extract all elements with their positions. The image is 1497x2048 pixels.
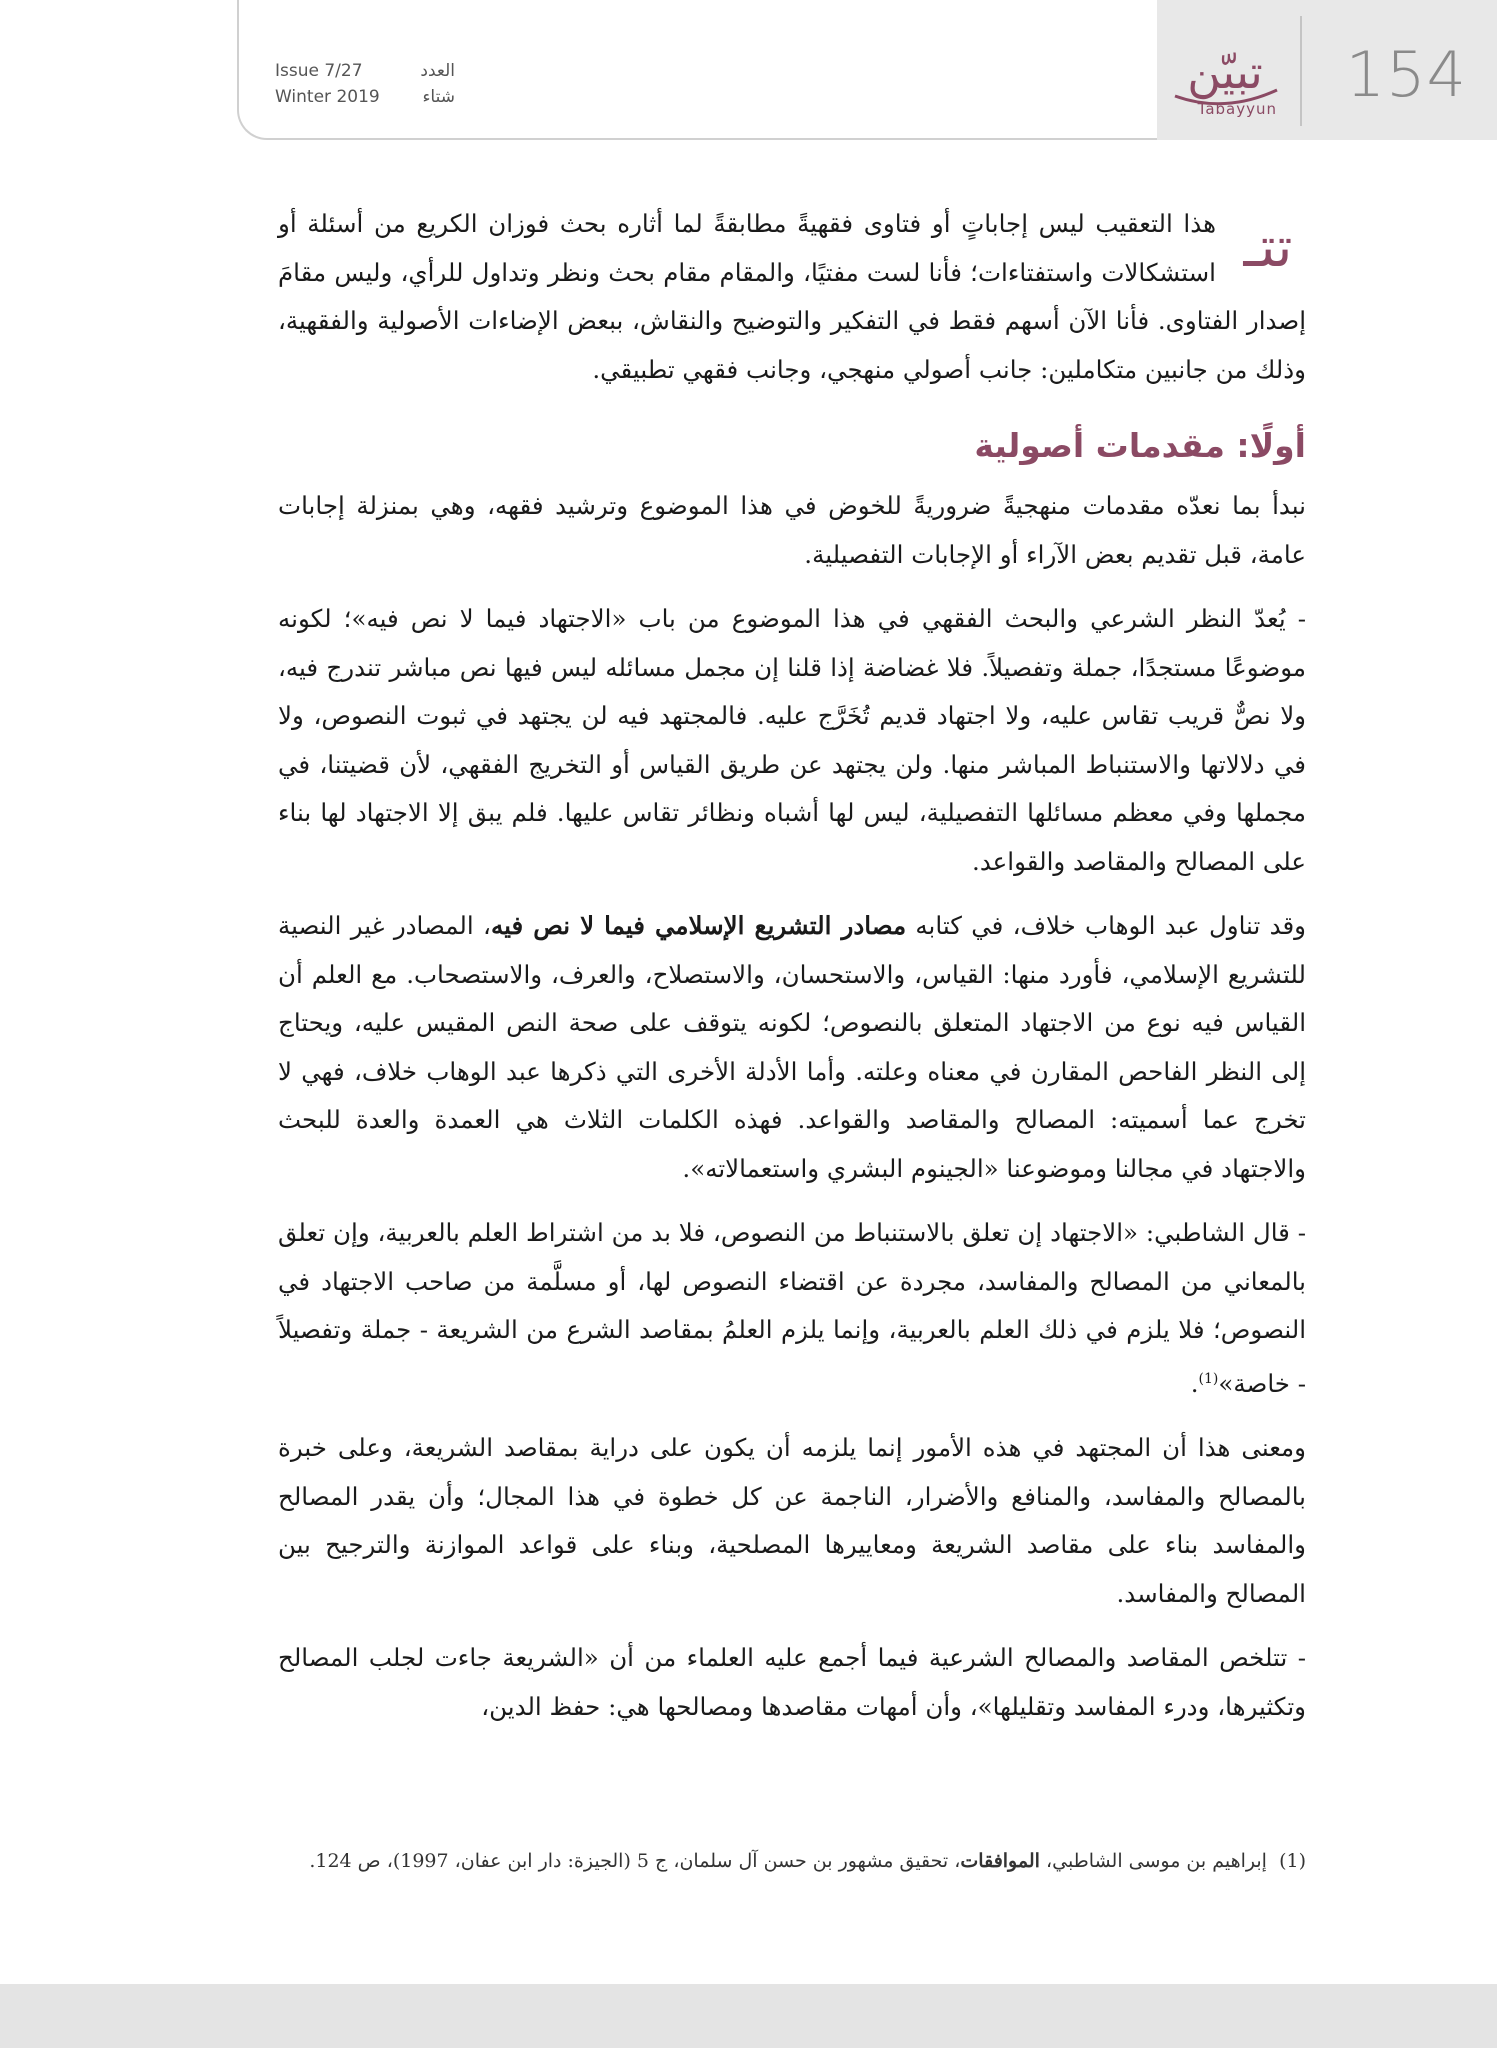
paragraph-3-start: وقد تناول عبد الوهاب خلاف، في كتابه [906, 911, 1306, 940]
issue-label-ar: العدد [420, 61, 455, 81]
footnote-text-start: إبراهيم بن موسى الشاطبي، [1039, 1850, 1267, 1872]
paragraph-2: - يُعدّ النظر الشرعي والبحث الفقهي في هذا الموضوع من باب «الاجتهاد فيما لا نص فيه»؛ لكونه موضوعًا مستجدًا، جملة وتفصيلاً. فلا غضاضة إذا قلنا إن مجمل مسائله ليس فيها نص مباشر تندرج فيه، ولا نصٌّ قريب تقاس عليه، ولا اجتهاد قديم تُخَرَّج عليه. فالمجتهد فيه لن يجتهد في ثبوت النصوص، ولا في دلالاتها والاستنباط المباشر منها. ولن يجتهد عن طريق القياس أو التخريج الفقهي، لأن قضيتنا، في مجملها وفي معظم مسائلها التفصيلية، ليس لها أشباه ونظائر تقاس عليها. فلم يبق إلا الاجتهاد لها بناء على المصالح والمقاصد والقواعد. [278, 604, 1306, 876]
page-number: 154 [1345, 38, 1467, 111]
paragraph-4-period: . [1190, 1368, 1199, 1398]
footnote [278, 1846, 1306, 1876]
intro-text: هذا التعقيب ليس إجاباتٍ أو فتاوى فقهيةً مطابقةً لما أثاره بحث فوزان الكريع من أسئلة أو استشكالات واستفتاءات؛ فأنا لست مفتيًا، والمقام مقام بحث ونظر وتداول للرأي، وليس مقامَ إصدار الفتاوى. فأنا الآن أسهم فقط في التفكير والتوضيح والنقاش، ببعض الإضاءات الأصولية والفقهية، وذلك من جانبين متكاملين: جانب أصولي منهجي، وجانب فقهي تطبيقي. [278, 209, 1306, 384]
season-ar: شتاء [422, 87, 455, 107]
issue-info [275, 58, 455, 110]
paragraph-3 [278, 902, 1306, 1193]
paragraph-6: - تتلخص المقاصد والمصالح الشرعية فيما أجمع عليه العلماء من أن «الشريعة جاءت لجلب المصالح وتكثيرها، ودرء المفاسد وتقليلها»، وأن أمهات مقاصدها ومصالحها هي: حفظ الدين، [278, 1643, 1306, 1721]
logo-arabic-text: تبيّن [1187, 45, 1263, 99]
paragraph-5: ومعنى هذا أن المجتهد في هذه الأمور إنما يلزمه أن يكون على دراية بمقاصد الشريعة، وعلى خبرة بالمصالح والمفاسد، والمنافع والأضرار، الناجمة عن كل خطوة في هذا المجال؛ وأن يقدر المصالح والمفاسد بناء على مقاصد الشريعة ومعاييرها المصلحية، وبناء على قواعد الموازنة والترجيح بين المصالح والمفاسد. [278, 1433, 1306, 1608]
footnote-number: (1) [1279, 1850, 1306, 1872]
section-heading: أولًا: مقدمات أصولية [974, 426, 1306, 465]
intro-paragraph [278, 200, 1306, 394]
season-en: Winter 2019 [275, 87, 380, 107]
paragraph-1: نبدأ بما نعدّه مقدمات منهجيةً ضروريةً للخوض في هذا الموضوع وترشيد فقهه، وهي بمنزلة إجابات عامة، قبل تقديم بعض الآراء أو الإجابات التفصيلية. [278, 491, 1306, 569]
issue-label-en: Issue 7/27 [275, 61, 363, 81]
footnote-book-title: الموافقات [960, 1850, 1040, 1872]
paragraph-3-end: ، المصادر غير النصية للتشريع الإسلامي، فأورد منها: القياس، والاستحسان، والاستصلاح، والعرف، والاستصحاب. مع العلم أن القياس فيه نوع من الاجتهاد المتعلق بالنصوص؛ لكونه يتوقف على صحة النص المقيس عليه، ويحتاج إلى النظر الفاحص المقارن في معناه وعلته. وأما الأدلة الأخرى التي ذكرها عبد الوهاب خلاف، فهي لا تخرج عما أسميته: المصالح والمقاصد والقواعد. فهذه الكلمات الثلاث هي العمدة والعدة للبحث والاجتهاد في مجالنا وموضوعنا «الجينوم البشري واستعمالاته». [278, 911, 1306, 1183]
dropcap-letter: تتـ [1243, 215, 1293, 280]
book-title: مصادر التشريع الإسلامي فيما لا نص فيه [490, 911, 907, 940]
footnote-text-end: ، تحقيق مشهور بن حسن آل سلمان، ج 5 (الجيزة: دار ابن عفان، 1997)، ص 124. [309, 1850, 961, 1872]
page-footer-band [0, 1984, 1497, 2048]
dropcap-ornament [1230, 208, 1306, 288]
header-divider [1300, 16, 1302, 126]
paragraph-4-text: - قال الشاطبي: «الاجتهاد إن تعلق بالاستنباط من النصوص، فلا بد من اشتراط العلم بالعربية، وإن تعلق بالمعاني من المصالح والمفاسد، مجردة عن اقتضاء النصوص لها، أو مسلَّمة من صاحب الاجتهاد في النصوص؛ فلا يلزم في ذلك العلم بالعربية، وإنما يلزم العلمُ بمقاصد الشرع من الشريعة - جملة وتفصيلاً - خاصة» [278, 1218, 1306, 1398]
footnote-ref[interactable]: (1) [1198, 1370, 1219, 1387]
article-body [278, 200, 1306, 1747]
logo-latin-text: Tabayyun [1197, 100, 1277, 118]
paragraph-4 [278, 1209, 1306, 1408]
